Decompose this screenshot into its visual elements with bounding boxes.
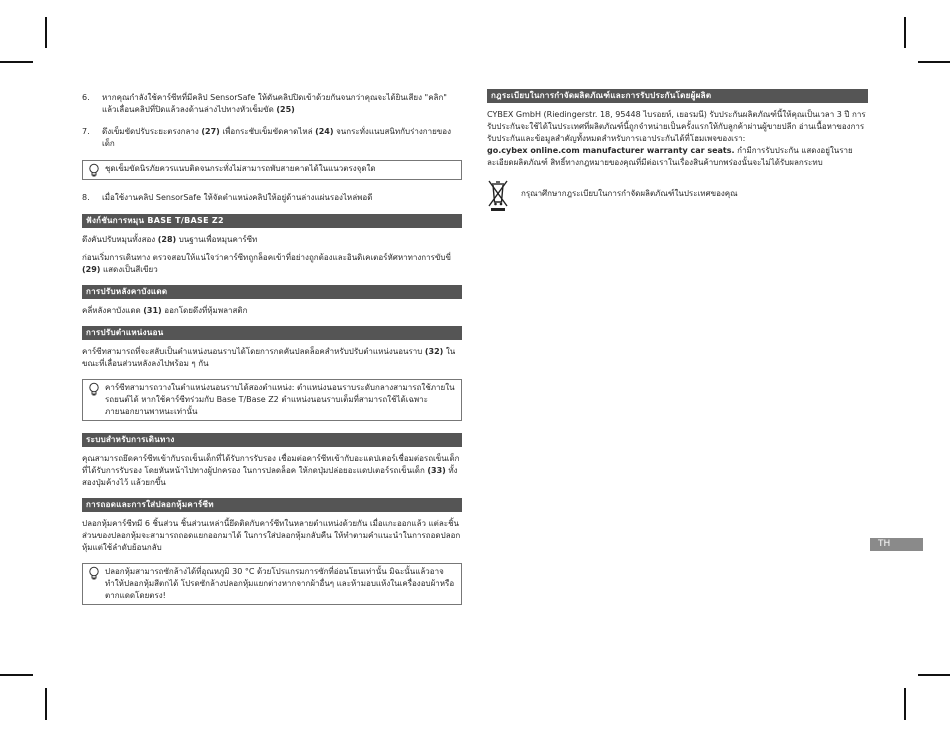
note-text: ชุดเข็มขัดนิรภัยควรแนบติดจนกระทั่งไม่สามารถพับสายคาดได้ในแนวตรงจุดใด [105,164,376,173]
left-column [82,92,462,617]
section-header-rotation: ฟังก์ชันการหมุน BASE T/BASE Z2 [82,214,462,228]
section-header-recline: การปรับตำแหน่งนอน [82,326,462,340]
disposal-text: กรุณาศึกษากฎระเบียบในการกำจัดผลิตภัณฑ์ในประเทศของคุณ [521,189,738,198]
crop-mark [904,688,906,720]
paragraph: คลี่หลังคาบังแดด (31) ออกโดยดึงที่หุ้มพลาสติก [82,306,248,315]
paragraph: CYBEX GmbH (Riedingerstr. 18, 95448 ไบรอยท์, เยอรมนี) รับประกันผลิตภัณฑ์นี้ให้คุณเป็นเวลา 3 ปี การรับประกันจะใช้ได้ในประเทศที่ผลิตภัณฑ์นี้ถูกจำหน่ายเป็นครั้งแรกให้กับลูกค้าผ่านผู้ขายปลีก อ่านเนื้อหาของการรับประกันและข้อมูลสำคัญทั้งหมดสำหรับการเอาประกันได้ที่โฮมเพจของเรา: [487,110,866,143]
language-tab: TH [870,538,923,551]
paragraph: ปลอกหุ้มคาร์ซีทมี 6 ชิ้นส่วน ชิ้นส่วนเหล่านี้ยึดติดกับคาร์ซีทในหลายตำแหน่งด้วยกัน เมื่อแกะออกแล้ว แต่ละชิ้นส่วนของปลอกหุ้มจะสามารถถอดแยกออกมาได้ ในการใส่ปลอกหุ้มกลับคืน ให้ทำตามคำแนะนำในการถอดปลอกหุ้มแต่ใช้ลำดับย้อนกลับ [82,519,461,552]
crop-mark [918,61,950,63]
lightbulb-icon [87,382,101,396]
crop-mark [918,674,950,676]
step-number: 7. [82,127,90,136]
section-header-cover: การถอดและการใส่ปลอกหุ้มคาร์ซีท [82,498,462,512]
figure-ref: (28) [157,235,177,244]
paragraph: คุณสามารถยึดคาร์ซีทเข้ากับรถเข็นเด็กที่ได้รับการรับรอง เชื่อมต่อคาร์ซีทเข้ากับอะแดปเตอร์เชื่อมต่อรถเข็นเด็กที่ได้รับการรับรอง โดยหันหน้าไปทางผู้ปกครอง ในการปลดล็อค ให้กดปุ่มปล่อยอะแดปเตอร์รถเข็นเด็ก (33) ทั้งสองปุ่มค้างไว้ แล้วยกขึ้น [82,454,460,487]
warranty-url: go.cybex online.com manufacturer warranty car seats. [487,146,735,155]
figure-ref: (29) [82,265,101,274]
figure-ref: (33) [427,466,446,475]
step-number: 6. [82,93,90,102]
note-text: คาร์ซีทสามารถวางในตำแหน่งนอนราบได้สองตำแหน่ง: ตำแหน่งนอนราบระดับกลางสามารถใช้ภายในรถยนต์ได้ หากใช้คาร์ซีทร่วมกับ Base T/Base Z2 ตำแหน่งนอนราบเต็มที่สามารถใช้ได้เฉพาะภายนอกยานพาหนะเท่านั้น [105,383,455,416]
section-header-warranty: กฎระเบียบในการกำจัดผลิตภัณฑ์และการรับประกันโดยผู้ผลิต [487,89,868,103]
step-6 [82,92,462,116]
crop-mark [0,674,33,676]
paragraph: ก่อนเริ่มการเดินทาง ตรวจสอบให้แน่ใจว่าคาร์ซีทถูกล็อคเข้าที่อย่างถูกต้องและอินดิเคเตอร์หัศหาทางการขับขี่ (29) แสดงเป็นสีเขียว [82,253,451,274]
step-7 [82,126,462,150]
figure-ref: (27) [201,127,220,136]
lightbulb-icon [87,163,101,177]
paragraph: go.cybex online.com manufacturer warranty car seats. กำมีการรับประกัน แสดงอยู่ในรายละเอียดผลิตภัณฑ์ สิทธิ์ทางกฎหมายของคุณที่มีต่อเราในเรื่องสินค้าบกพร่องนั้นจะไม่ได้รับผลกระทบ [487,146,853,167]
note-box [82,160,462,180]
lightbulb-icon [87,566,101,580]
section-header-travel-system: ระบบสำหรับการเดินทาง [82,433,462,447]
section-header-canopy: การปรับหลังคาบังแดด [82,285,462,299]
right-column [487,89,868,212]
paragraph: ดึงคันปรับหมุนทั้งสอง (28) บนฐานเพื่อหมุนคาร์ซีท [82,235,258,244]
crop-mark [0,61,33,63]
crop-mark [904,17,906,48]
figure-ref: (24) [315,127,334,136]
step-text: หากคุณกำลังใช้คาร์ซีทที่มีคลิป SensorSafe ให้ดันคลิปปิดเข้าด้วยกันจนกว่าคุณจะได้ยินเสียง "คลิก" แล้วเลื่อนคลิปที่ปิดแล้วลงด้านล่างไปทางหัวเข็มขัด (25) [102,93,447,114]
figure-ref: (32) [424,347,444,356]
note-text: ปลอกหุ้มสามารถซักล้างได้ที่อุณหภูมิ 30 °C ด้วยโปรแกรมการซักที่อ่อนโยนเท่านั้น มิฉะนั้นแล้วอาจทำให้ปลอกหุ้มสีตกได้ โปรดซักล้างปลอกหุ้มแยกต่างหากจากผ้าอื่นๆ และห้ามอบแห้งในเครื่องอบผ้าหรือตากแดดโดยตรง! [105,567,455,600]
step-number: 8. [82,193,90,202]
step-text: เมื่อใช้งานคลิป SensorSafe ให้จัดตำแหน่งคลิปให้อยู่ด้านล่างแผ่นรองไหล่พอดี [102,193,373,202]
note-box [82,379,462,421]
figure-ref: (25) [276,105,295,114]
crossed-out-bin-icon [487,178,509,212]
note-box [82,563,462,605]
step-8 [82,192,462,204]
disposal-notice [487,178,868,212]
crop-mark [45,688,47,720]
figure-ref: (31) [143,306,162,315]
step-text: ดึงเข็มขัดปรับระยะตรงกลาง (27) เพื่อกระชับเข็มขัดคาดไหล่ (24) จนกระทั่งแนบสนิทกับร่างกายของเด็ก [102,127,451,148]
crop-mark [45,17,47,48]
paragraph: คาร์ซีทสามารถที่จะสลับเป็นตำแหน่งนอนราบได้โดยการกดคันปลดล็อคสำหรับปรับตำแหน่งนอนราบ (32) ในขณะที่เลื่อนส่วนหลังลงไปพร้อม ๆ กัน [82,347,456,368]
